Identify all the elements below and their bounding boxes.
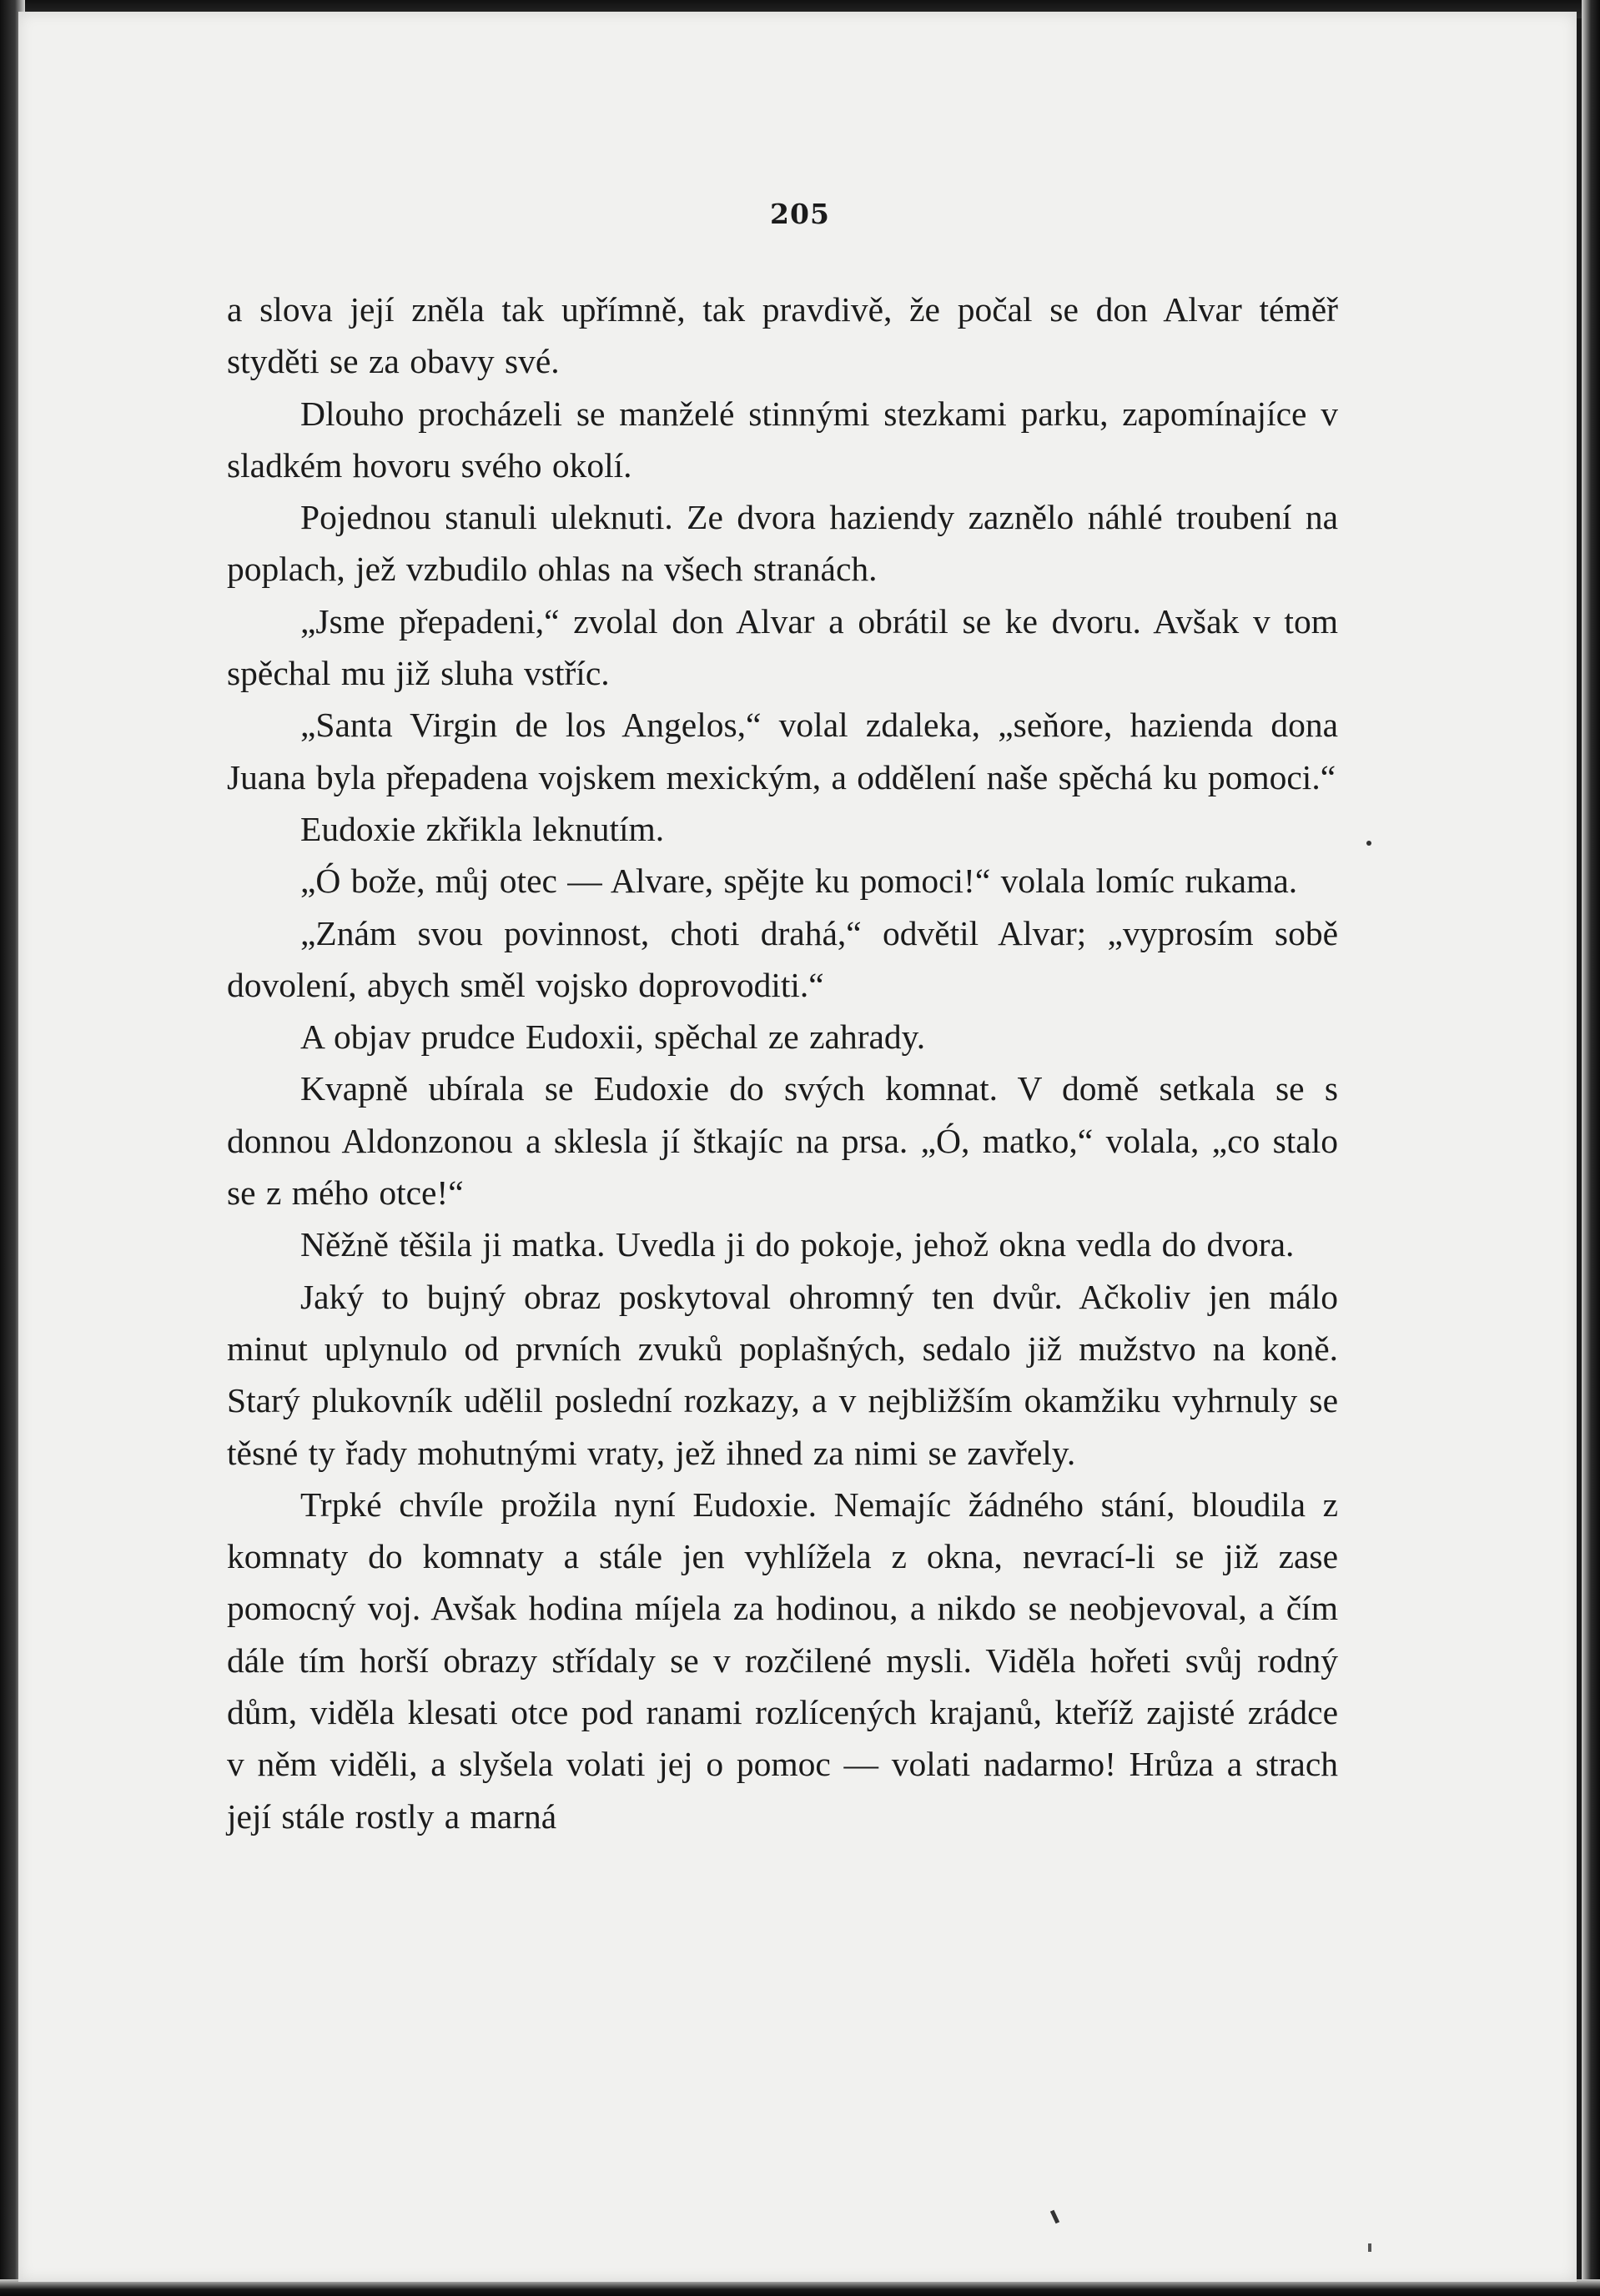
- scan-edge-right: [1582, 0, 1600, 2296]
- scan-speck: [1368, 2243, 1371, 2252]
- paragraph: Kvapně ubírala se Eudoxie do svých komnat. V domě setkala se s donnou Aldonzonou a sklesla jí štkajíc na prsa. „Ó, matko,“ volala, „co stalo se z mého otce!“: [227, 1069, 1338, 1213]
- paragraph: „Znám svou povinnost, choti drahá,“ odvětil Alvar; „vyprosím sobě dovolení, abych směl vojsko doprovoditi.“: [227, 913, 1338, 1004]
- paragraph: „Jsme přepadeni,“ zvolal don Alvar a obrátil se ke dvoru. Avšak v tom spěchal mu již sluha vstříc.: [227, 601, 1338, 693]
- paragraph: „Ó bože, můj otec — Alvare, spějte ku pomoci!“ volala lomíc rukama.: [300, 862, 1298, 901]
- paragraph: Trpké chvíle prožila nyní Eudoxie. Nemajíc žádného stání, bloudila z komnaty do komnaty a stále jen vyhlížela z okna, nevrací-li se již zase pomocný voj. Avšak hodina míjela za hodinou, a nikdo se neobjevoval, a čím dále tím horší obrazy střídaly se v rozčilené mysli. Viděla hořeti svůj rodný dům, viděla klesati otce pod ranami rozlícených krajanů, kteříž zajisté zrádce v něm viděli, a slyšela volati jej o pomoc — volati nadarmo! Hrůza a strach její stále rostly a marná: [227, 1485, 1338, 1836]
- paragraph: „Santa Virgin de los Angelos,“ volal zdaleka, „seňore, hazienda dona Juana byla přepadena vojskem mexickým, a oddělení naše spěchá ku pomoci.“: [227, 706, 1338, 796]
- page-number: 205: [770, 198, 830, 230]
- paragraph: Pojednou stanuli uleknuti. Ze dvora haziendy zaznělo náhlé troubení na poplach, jež vzbudilo ohlas na všech stranách.: [227, 498, 1338, 589]
- paragraph: A objav prudce Eudoxii, spěchal ze zahrady.: [300, 1017, 926, 1057]
- paragraph: a slova její zněla tak upřímně, tak pravdivě, že počal se don Alvar téměř styděti se za obavy své.: [227, 290, 1338, 381]
- paragraph: Eudoxie zkřikla leknutím.: [300, 809, 665, 848]
- scan-speck: [1366, 841, 1371, 846]
- paragraph: Něžně těšila ji matka. Uvedla ji do pokoje, jehož okna vedla do dvora.: [300, 1225, 1295, 1264]
- paragraph: Dlouho procházeli se manželé stinnými stezkami parku, zapomínajíce v sladkém hovoru svého okolí.: [227, 394, 1338, 485]
- paragraph: Jaký to bujný obraz poskytoval ohromný ten dvůr. Ačkoliv jen málo minut uplynulo od prvních zvuků poplašných, sedalo již mužstvo na koně. Starý plukovník udělil poslední rozkazy, a v nejbližším okamžiku vyhrnuly se těsné ty řady mohutnými vraty, jež ihned za nimi se zavřely.: [227, 1277, 1338, 1472]
- scan-edge-bottom: [0, 2279, 1600, 2296]
- body-text: [227, 284, 1338, 1842]
